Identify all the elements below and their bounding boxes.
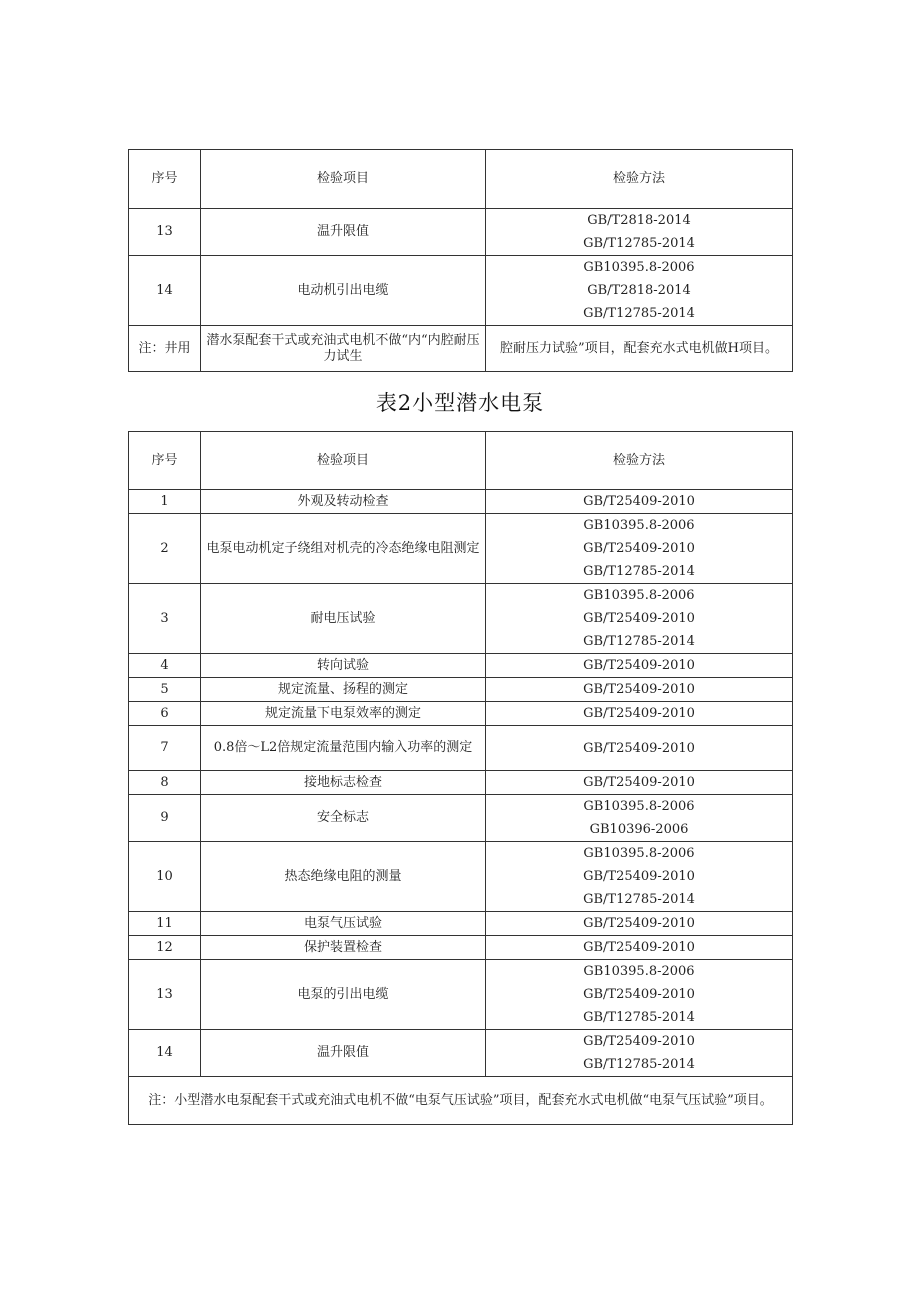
row-methods [486, 936, 793, 960]
row-methods [486, 209, 793, 256]
row-no: 6 [129, 702, 201, 726]
row-item-text: 电泵电动机定子绕组对机壳的冷态绝缘电阻测定 [206, 540, 480, 556]
method-standard: GB/T12785-2014 [583, 1057, 695, 1072]
table-header-row [129, 432, 793, 490]
row-item: 电泵的引出电缆 [201, 960, 486, 1030]
row-no: 8 [129, 771, 201, 795]
method-standard: GB10396-2006 [589, 822, 689, 837]
note-text-middle: 潜水泵配套干式或充油式电机不做“内“内腔耐压力试生 [201, 326, 486, 372]
inspection-table-1 [128, 149, 793, 372]
table-row [129, 256, 793, 326]
row-no: 12 [129, 936, 201, 960]
header-method: 检验方法 [486, 432, 793, 490]
header-method: 检验方法 [486, 150, 793, 209]
table-2-title: 表2小型潜水电泵 [375, 391, 545, 415]
row-item: 电动机引出电缆 [201, 256, 486, 326]
row-item: 接地标志检查 [201, 771, 486, 795]
table-row [129, 490, 793, 514]
table-row [129, 795, 793, 842]
method-standard: GB/T25409-2010 [583, 869, 695, 884]
row-no: 10 [129, 842, 201, 912]
row-methods [486, 1030, 793, 1077]
method-standard: GB/T12785-2014 [583, 892, 695, 907]
table-row [129, 726, 793, 771]
table-note-row [129, 326, 793, 372]
row-methods [486, 960, 793, 1030]
table-row [129, 584, 793, 654]
row-methods [486, 912, 793, 936]
row-item [201, 514, 486, 584]
header-no: 序号 [129, 150, 201, 209]
method-standard: GB/T12785-2014 [583, 236, 695, 251]
method-standard: GB/T12785-2014 [583, 634, 695, 649]
header-item: 检验项目 [201, 150, 486, 209]
method-standard: GB/T12785-2014 [583, 306, 695, 321]
row-no: 11 [129, 912, 201, 936]
method-standard: GB/T25409-2010 [583, 1034, 695, 1049]
row-methods [486, 584, 793, 654]
row-methods [486, 256, 793, 326]
row-no: 2 [129, 514, 201, 584]
method-standard: GB10395.8-2006 [583, 260, 695, 275]
row-item-text: 0.8倍～L2倍规定流量范围内输入功率的测定 [213, 740, 473, 755]
row-item: 规定流量、扬程的测定 [201, 678, 486, 702]
row-no: 7 [129, 726, 201, 771]
row-item: 热态绝缘电阻的测量 [201, 842, 486, 912]
table-row [129, 1030, 793, 1077]
method-standard: GB10395.8-2006 [583, 964, 695, 979]
row-item: 外观及转动检查 [201, 490, 486, 514]
table-row [129, 771, 793, 795]
row-no: 3 [129, 584, 201, 654]
row-item: 电泵气压试验 [201, 912, 486, 936]
table-row [129, 702, 793, 726]
method-standard: GB10395.8-2006 [583, 846, 695, 861]
row-no: 13 [129, 209, 201, 256]
row-no: 5 [129, 678, 201, 702]
table-row [129, 936, 793, 960]
table-row [129, 209, 793, 256]
method-standard: GB10395.8-2006 [583, 588, 695, 603]
row-no: 9 [129, 795, 201, 842]
method-standard: GB/T25409-2010 [583, 611, 695, 626]
method-standard: GB/T25409-2010 [583, 494, 695, 509]
table-row [129, 678, 793, 702]
table-header-row [129, 150, 793, 209]
row-item: 保护装置检查 [201, 936, 486, 960]
method-standard: GB/T25409-2010 [583, 987, 695, 1002]
row-item: 温升限值 [201, 1030, 486, 1077]
method-standard: GB/T25409-2010 [583, 940, 695, 955]
inspection-table-2 [128, 431, 793, 1125]
method-standard: GB10395.8-2006 [583, 518, 695, 533]
row-methods [486, 490, 793, 514]
method-standard: GB/T2818-2014 [587, 283, 691, 298]
method-standard: GB/T25409-2010 [583, 706, 695, 721]
method-standard: GB/T25409-2010 [583, 658, 695, 673]
row-item: 安全标志 [201, 795, 486, 842]
table-row [129, 960, 793, 1030]
header-no: 序号 [129, 432, 201, 490]
table-row [129, 912, 793, 936]
row-no: 13 [129, 960, 201, 1030]
table-2-note: 注：小型潜水电泵配套干式或充油式电机不做“电泵气压试验”项目，配套充水式电机做“电泵气压试验”项目。 [129, 1077, 793, 1125]
row-item: 转向试验 [201, 654, 486, 678]
method-standard: GB10395.8-2006 [583, 799, 695, 814]
table-row [129, 654, 793, 678]
method-standard: GB/T12785-2014 [583, 1010, 695, 1025]
row-methods [486, 654, 793, 678]
table-note-row [129, 1077, 793, 1125]
method-standard: GB/T12785-2014 [583, 564, 695, 579]
row-item: 规定流量下电泵效率的测定 [201, 702, 486, 726]
note-text-right: 腔耐压力试验”项目，配套充水式电机做H项目。 [486, 326, 793, 372]
row-methods [486, 514, 793, 584]
row-methods [486, 842, 793, 912]
table-row [129, 514, 793, 584]
row-methods [486, 726, 793, 771]
method-standard: GB/T25409-2010 [583, 541, 695, 556]
method-standard: GB/T25409-2010 [583, 916, 695, 931]
method-standard: GB/T25409-2010 [583, 740, 695, 756]
row-no: 1 [129, 490, 201, 514]
table-row [129, 842, 793, 912]
row-methods [486, 795, 793, 842]
header-item: 检验项目 [201, 432, 486, 490]
method-standard: GB/T2818-2014 [587, 213, 691, 228]
note-label: 注：井用 [129, 326, 201, 372]
row-item: 温升限值 [201, 209, 486, 256]
row-no: 14 [129, 1030, 201, 1077]
row-methods [486, 771, 793, 795]
row-no: 4 [129, 654, 201, 678]
row-item: 耐电压试验 [201, 584, 486, 654]
method-standard: GB/T25409-2010 [583, 775, 695, 790]
row-no: 14 [129, 256, 201, 326]
method-standard: GB/T25409-2010 [583, 682, 695, 697]
row-methods [486, 678, 793, 702]
row-item [201, 726, 486, 771]
row-methods [486, 702, 793, 726]
